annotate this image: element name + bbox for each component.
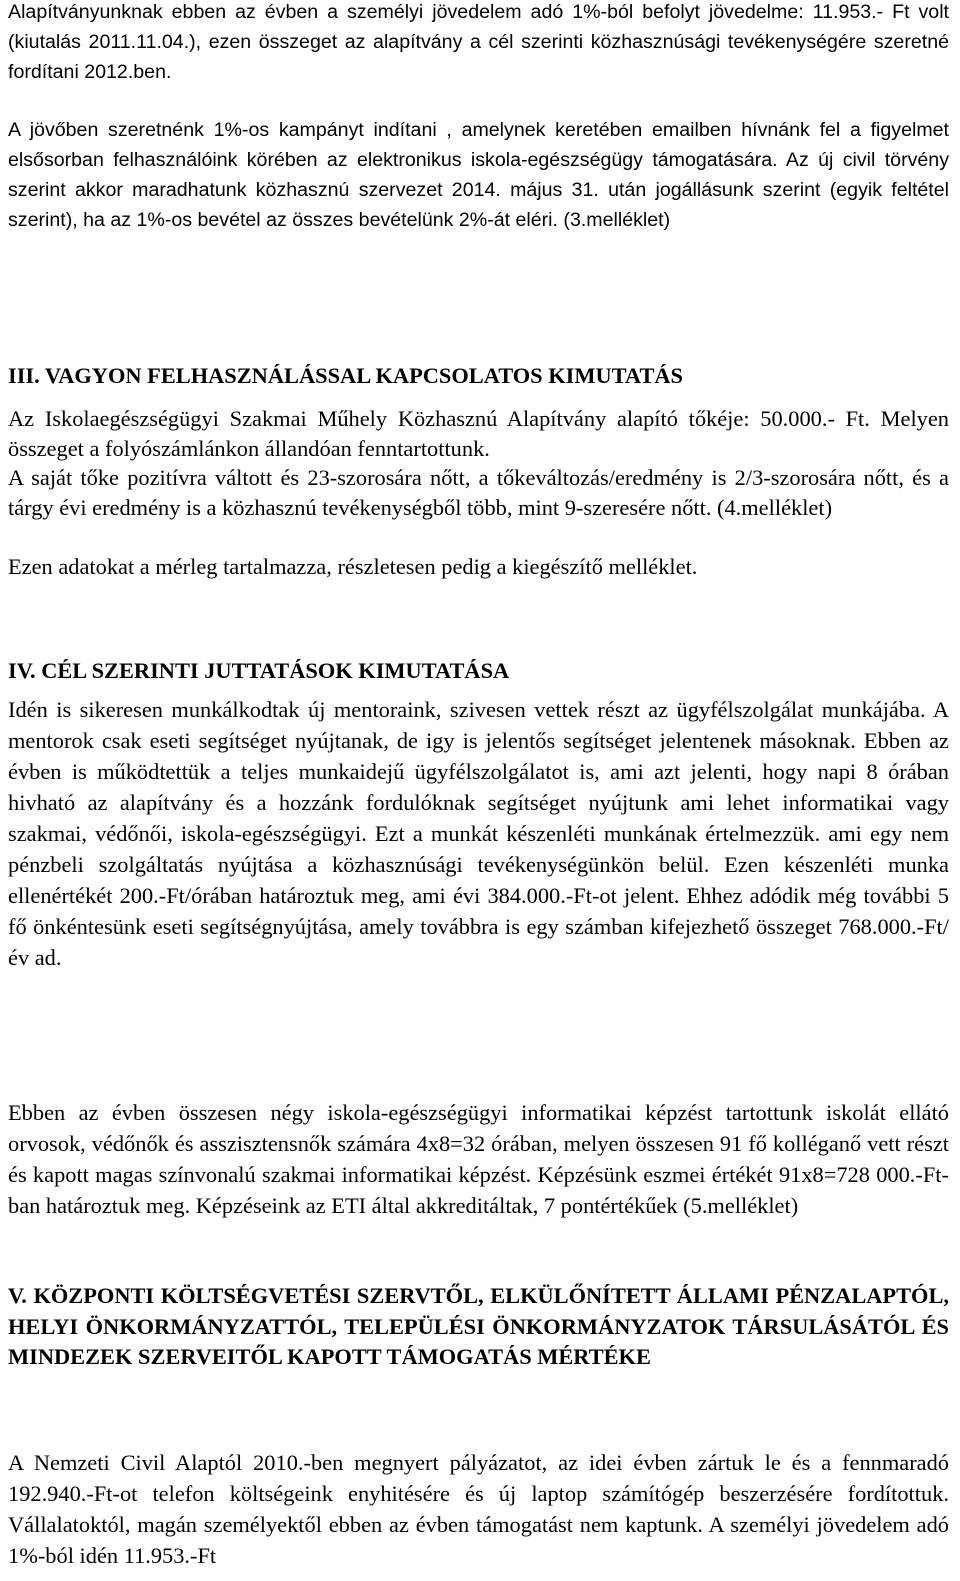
section-4-paragraph-2: Ebben az évben összesen négy iskola-egészségügyi informatikai képzést tartottunk iskolát ellátó orvosok, védőnők és asszisztensnők számára 4x8=32 órában, melyen összesen 91 fő kolléganő vett részt és kapott magas színvonalú szakmai informatikai képzést. Képzésünk eszmei értékét 91x8=728 000.-Ft-ban határoztuk meg. Képzéseink az ETI által akkreditáltak, 7 pontértékűek (5.melléklet)	[8, 1100, 949, 1218]
section-3-heading: III. VAGYON FELHASZNÁLÁSSAL KAPCSOLATOS KIMUTATÁS	[8, 363, 683, 388]
section-4-heading: IV. CÉL SZERINTI JUTTATÁSOK KIMUTATÁSA	[8, 658, 510, 683]
section-3-paragraph-3: Ezen adatokat a mérleg tartalmazza, részletesen pedig a kiegészítő melléklet.	[8, 554, 698, 579]
intro-paragraph-1: Alapítványunknak ebben az évben a személyi jövedelem adó 1%-ból befolyt jövedelme: 11.953.- Ft volt (kiutalás 2011.11.04.), ezen összeget az alapítvány a cél szerinti közhasznúsági tevékenységére szeretné fordítani 2012.ben.	[8, 1, 949, 83]
section-3-paragraph-1: Az Iskolaegészségügyi Szakmai Műhely Közhasznú Alapítvány alapító tőkéje: 50.000.- Ft. Melyen összeget a folyószámlánkon állandóan fenntartottunk.	[8, 406, 949, 461]
intro-paragraph-2: A jövőben szeretnénk 1%-os kampányt indítani , amelynek keretében emailben hívnánk fel a figyelmet elsősorban felhasználóink körében az elektronikus iskola-egészségügy támogatására. Az új civil törvény szerint akkor maradhatunk közhasznú szervezet 2014. május 31. után jogállásunk szerint (egyik feltétel szerint), ha az 1%-os bevétel az összes bevételünk 2%-át eléri. (3.melléklet)	[8, 119, 949, 231]
section-4-paragraph-1: Idén is sikeresen munkálkodtak új mentoraink, szivesen vettek részt az ügyfélszolgálat munkájába. A mentorok csak eseti segítséget nyújtanak, de igy is jelentős segítséget jelentenek másoknak. Ebben az évben is működtettük a teljes munkaidejű ügyfélszolgálatot is, ami azt jelenti, hogy napi 8 órában hivható az alapítvány és a hozzánk fordulóknak segítséget nyújtunk ami lehet informatikai vagy szakmai, védőnői, iskola-egészségügyi. Ezt a munkát készenléti munkának értelmezzük. ami egy nem pénzbeli szolgáltatás nyújtása a közhasznúsági tevékenységünkön belül. Ezen készenléti munka ellenértékét 200.-Ft/órában határoztuk meg, ami évi 384.000.-Ft-ot jelent. Ehhez adódik még további 5 fő önkéntesünk eseti segítségnyújtása, amely továbbra is egy számban kifejezhető összeget 768.000.-Ft/év ad.	[8, 697, 949, 970]
section-5-heading: V. KÖZPONTI KÖLTSÉGVETÉSI SZERVTŐL, ELKÜLŐNÍTETT ÁLLAMI PÉNZALAPTÓL, HELYI ÖNKORMÁNYZATTÓL, TELEPÜLÉSI ÖNKORMÁNYZATOK TÁRSULÁSÁTÓL ÉS MINDEZEK SZERVEITŐL KAPOTT TÁMOGATÁS MÉRTÉKE	[8, 1283, 949, 1369]
section-3-paragraph-2: A saját tőke pozitívra váltott és 23-szorosára nőtt, a tőkeváltozás/eredmény is 2/3-szorosára nőtt, és a tárgy évi eredmény is a közhasznú tevékenységből több, mint 9-szeresére nőtt. (4.melléklet)	[8, 465, 949, 520]
section-5-paragraph-1: A Nemzeti Civil Alaptól 2010.-ben megnyert pályázatot, az idei évben zártuk le és a fennmaradó 192.940.-Ft-ot telefon költségeink enyhitésére és új laptop számítógép beszerzésére fordítottuk. Vállalatoktól, magán személyektől ebben az évben támogatást nem kaptunk. A személyi jövedelem adó 1%-ból idén 11.953.-Ft	[8, 1450, 949, 1568]
